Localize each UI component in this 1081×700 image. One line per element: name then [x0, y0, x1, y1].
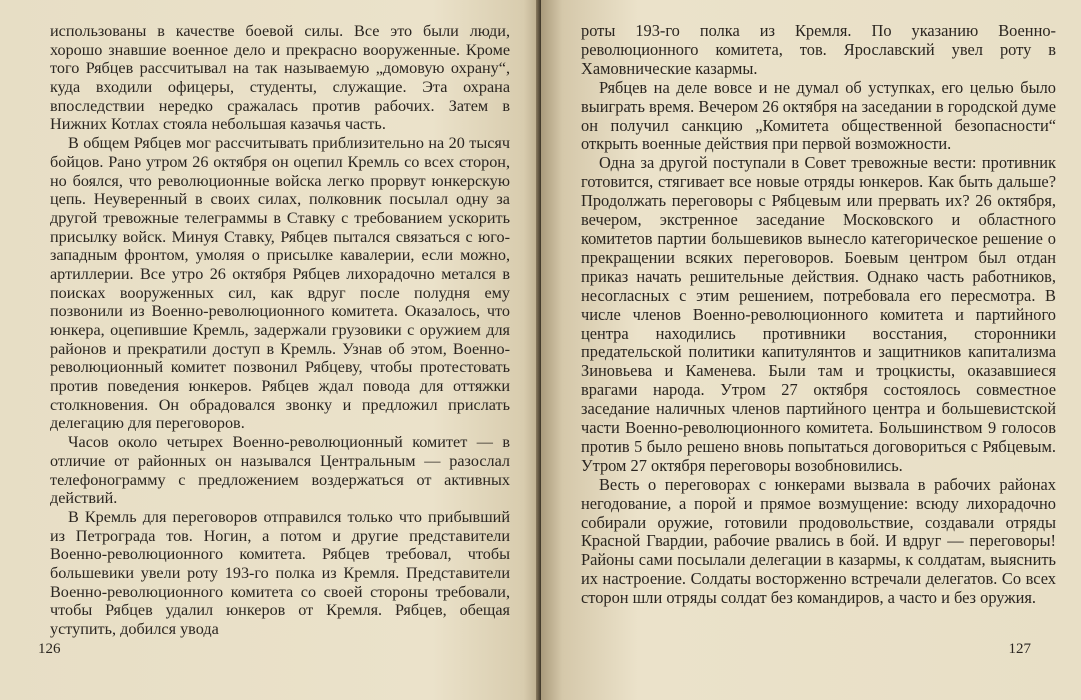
- right-page-text: [581, 22, 1056, 608]
- left-paragraph-4: В Кремль для переговоров отправился только что прибывший из Петрограда тов. Ногин, а потом и другие представители Военно-революционного комитета. Рябцев требовал, чтобы большевики увели роту 193-го полка из Кремля. Представители Военно-революционного комитета со своей стороны требовали, чтобы Рябцев удалил юнкеров от Кремля. Рябцев, обещая уступить, добился увода: [50, 507, 510, 638]
- right-page: [541, 0, 1081, 700]
- left-paragraph-3: Часов около четырех Военно-революционный комитет — в отличие от районных он назывался Центральным — разослал телефонограмму с предложением воздержаться от активных действий.: [50, 433, 510, 508]
- right-paragraph-4: Весть о переговорах с юнкерами вызвала в рабочих районах негодование, а порой и прямое возмущение: всюду лихорадочно собирали оружие, готовили продовольствие, создавали отряды Красной Гвардии, рабочие рвались в бой. И вдруг — переговоры! Районы сами посылали делегации в казармы, к солдатам, выяснить их настроение. Солдаты восторженно встречали делегатов. Со всех сторон шли отряды солдат без командиров, а часто и без оружия.: [581, 474, 1056, 608]
- left-paragraph-1: использованы в качестве боевой силы. Все это были люди, хорошо знавшие военное дело и прекрасно вооруженные. Кроме того Рябцев рассчитывал на так называемую „домовую охрану“, куда входили офицеры, студенты, служащие. Эта охрана впоследствии нередко сражалась против рабочих. Затем в Нижних Котлах стояла небольшая казачья часть.: [50, 22, 510, 134]
- right-paragraph-2: Рябцев на деле вовсе и не думал об уступках, его целью было выиграть время. Вечером 26 октября на заседании в городской думе он получил санкцию „Комитета общественной безопасности“ открыть военные действия при первой возможности.: [581, 77, 1056, 154]
- left-page-text: [50, 22, 510, 639]
- left-page-number: 126: [38, 641, 61, 657]
- right-paragraph-3: Одна за другой поступали в Совет тревожные вести: противник готовится, стягивает все новые отряды юнкеров. Как быть дальше? Продолжать переговоры с Рябцевым или прервать их? 26 октября, вечером, экстренное заседание Московского и областного комитетов партии большевиков вынесло категорическое решение о прекращении всяких переговоров. Боевым центром был отдан приказ начать решительные действия. Однако часть работников, несогласных с этим решением, потребовала его пересмотра. В числе членов Военно-революционного комитета и партийного центра находились противники восстания, сторонники предательской политики капитулянтов и защитников капитализма Зиновьева и Каменева. Были там и троцкисты, оказавшиеся врагами народа. Утром 27 октября состоялось совместное заседание наличных членов партийного центра и большевистской части Военно-революционного комитета. Большинством 9 голосов против 5 было решено вновь попытаться договориться с Рябцевым. Утром 27 октября переговоры возобновились.: [581, 153, 1056, 475]
- left-page: [0, 0, 540, 700]
- right-paragraph-1: роты 193-го полка из Кремля. По указанию Военно-революционного комитета, тов. Ярославский увел роту в Хамовнические казармы.: [581, 21, 1056, 78]
- left-paragraph-2: В общем Рябцев мог рассчитывать приблизительно на 20 тысяч бойцов. Рано утром 26 октября он оцепил Кремль со всех сторон, но боялся, что революционные войска легко прорвут юнкерскую цепь. Неуверенный в своих силах, полковник посылал одну за другой тревожные телеграммы в Ставку с требованием ускорить присылку войск. Минуя Ставку, Рябцев пытался связаться с юго-западным фронтом, умоляя о присылке кавалерии, если можно, артиллерии. Все утро 26 октября Рябцев лихорадочно метался в поисках вооруженных сил, как вдруг после полудня ему позвонили из Военно-революционного комитета. Оказалось, что юнкера, оцепившие Кремль, задержали грузовики с оружием для районов и прекратили доступ в Кремль. Узнав об этом, Военно-революционный комитет позвонил Рябцеву, чтобы протестовать против поведения юнкеров. Рябцев ждал повода для оттяжки столкновения. Он обрадовался звонку и предложил прислать делегацию для переговоров.: [50, 134, 510, 433]
- right-page-number: 127: [1008, 641, 1031, 657]
